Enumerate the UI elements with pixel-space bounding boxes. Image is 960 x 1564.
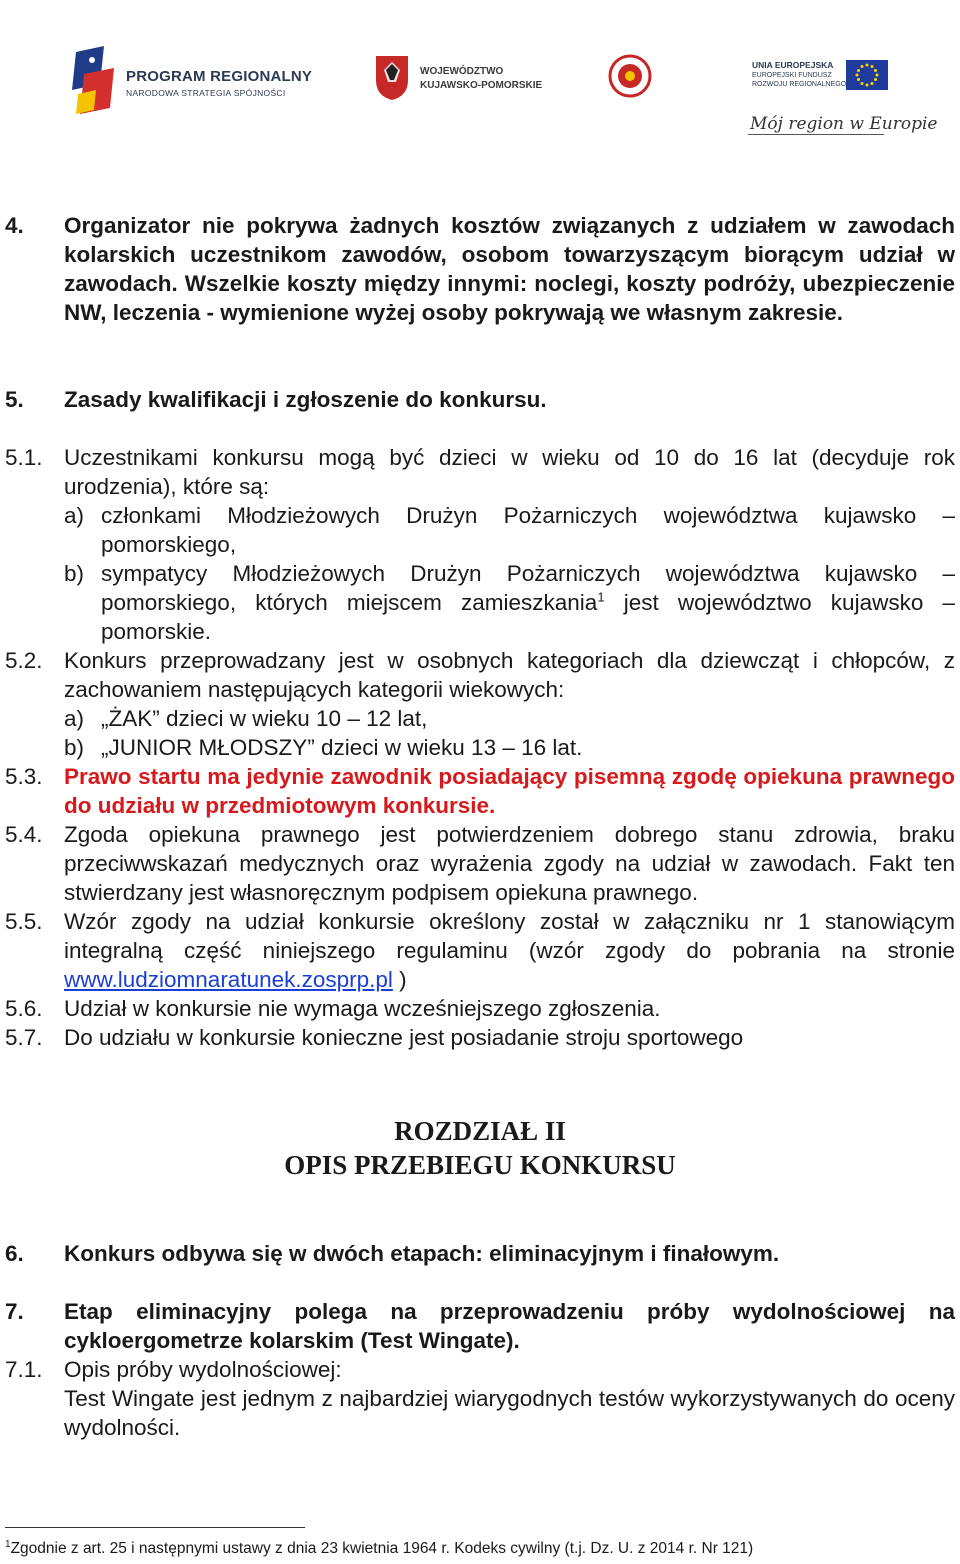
- wojewodztwo-line2: KUJAWSKO-POMORSKIE: [420, 80, 543, 91]
- footnote-text: Zgodnie z art. 25 i następnymi ustawy z dnia 23 kwietnia 1964 r. Kodeks cywilny (t.j. Dz. U. z 2014 r. Nr 121): [10, 1540, 754, 1557]
- list-label: b): [64, 561, 85, 586]
- paragraph-text: Udział w konkursie nie wymaga wcześniejszego zgłoszenia.: [64, 996, 661, 1021]
- fire-brigade-seal: [608, 54, 652, 98]
- paragraph-number: 6.: [5, 1241, 24, 1266]
- list-text: „JUNIOR MŁODSZY” dzieci w wieku 13 – 16 lat.: [101, 735, 583, 760]
- paragraph-text: Uczestnikami konkursu mogą być dzieci w wieku od 10 do 16 lat (decyduje rok urodzenia), które są:: [64, 445, 955, 499]
- paragraph-number: 4.: [5, 213, 24, 238]
- eu-logo: [752, 52, 902, 102]
- list-text: sympatycy Młodzieżowych Drużyn Pożarniczych województwa kujawsko – pomorskiego, których miejscem zamieszkania$^1$ jest województwo kujawsko – pomorskie.: [101, 561, 955, 644]
- eu-line2: EUROPEJSKI FUNDUSZ: [752, 72, 832, 79]
- paragraph-text: Wzór zgody na udział konkursie określony został w załączniku nr 1 stanowiącym integralną część niniejszego regulaminu (wzór zgody do pobrania na stronie www.ludziomnaratunek.zosprp.pl ): [64, 909, 955, 992]
- header-logos: [0, 38, 960, 148]
- seal-emblem-icon: [608, 54, 652, 98]
- paragraph-text: Opis próby wydolnościowej:: [64, 1357, 342, 1382]
- section-title: Zasady kwalifikacji i zgłoszenie do konkursu.: [64, 387, 547, 412]
- paragraph-number: 5.6.: [5, 996, 43, 1021]
- wojewodztwo-line1: WOJEWÓDZTWO: [420, 66, 504, 77]
- coat-of-arms-icon: [372, 52, 412, 102]
- slogan-signature: Mój region w Europie: [750, 114, 938, 134]
- chapter-number: ROZDZIAŁ II: [394, 1116, 566, 1146]
- footnote-separator: [5, 1527, 305, 1528]
- eu-line1: UNIA EUROPEJSKA: [752, 60, 834, 70]
- paragraph-text: Do udziału w konkursie konieczne jest posiadanie stroju sportowego: [64, 1025, 744, 1050]
- paragraph-number: 7.: [5, 1299, 24, 1324]
- paragraph-number: 5.4.: [5, 822, 43, 847]
- paragraph-text: Zgoda opiekuna prawnego jest potwierdzeniem dobrego stanu zdrowia, braku przeciwwskazań medycznych oraz wyrażenia zgody na udział w zawodach. Fakt ten stwierdzany jest własnoręcznym podpisem opiekuna prawnego.: [64, 822, 955, 905]
- paragraph-text: Konkurs odbywa się w dwóch etapach: eliminacyjnym i finałowym.: [64, 1241, 780, 1266]
- paragraph-number: 5.5.: [5, 909, 43, 934]
- list-label: a): [64, 706, 85, 731]
- program-regionalny-emblem-icon: [70, 44, 122, 116]
- paragraph-number: 5.2.: [5, 648, 43, 673]
- paragraph-text: Etap eliminacyjny polega na przeprowadzeniu próby wydolnościowej na cykloergometrze kolarskim (Test Wingate).: [64, 1299, 955, 1353]
- eu-flag-icon: [846, 60, 888, 90]
- eu-line3: ROZWOJU REGIONALNEGO: [752, 81, 847, 88]
- paragraph-number: 5.7.: [5, 1025, 43, 1050]
- list-label: b): [64, 735, 85, 760]
- chapter-title: OPIS PRZEBIEGU KONKURSU: [284, 1150, 676, 1180]
- list-text: członkami Młodzieżowych Drużyn Pożarniczych województwa kujawsko – pomorskiego,: [101, 503, 955, 557]
- wojewodztwo-logo: [372, 48, 552, 108]
- paragraph-number: 5.1.: [5, 445, 43, 470]
- program-regionalny-title: PROGRAM REGIONALNY: [126, 68, 313, 85]
- paragraph-text: Test Wingate jest jednym z najbardziej wiarygodnych testów wykorzystywanych do oceny wydolności.: [64, 1386, 955, 1440]
- footnote-mark: 1: [5, 1538, 11, 1550]
- website-link[interactable]: www.ludziomnaratunek.zosprp.pl: [64, 967, 393, 992]
- list-label: a): [64, 503, 85, 528]
- list-text: „ŻAK” dzieci w wieku 10 – 12 lat,: [101, 706, 428, 731]
- paragraph-text: Organizator nie pokrywa żadnych kosztów związanych z udziałem w zawodach kolarskich uczestnikom zawodów, osobom towarzyszącym biorącym udział w zawodach. Wszelkie koszty między innymi: noclegi, koszty podróży, ubezpieczenie NW, leczenia - wymienione wyżej osoby pokrywają we własnym zakresie.: [64, 213, 955, 325]
- program-regionalny-subtitle: NARODOWA STRATEGIA SPÓJNOŚCI: [126, 88, 286, 98]
- paragraph-text-highlighted: Prawo startu ma jedynie zawodnik posiadający pisemną zgodę opiekuna prawnego do udziału w przedmiotowym konkursie.: [64, 764, 955, 818]
- program-regionalny-logo: [70, 44, 325, 116]
- paragraph-text: Konkurs przeprowadzany jest w osobnych kategoriach dla dziewcząt i chłopców, z zachowaniem następujących kategorii wiekowych:: [64, 648, 955, 702]
- footnote-reference[interactable]: 1: [597, 589, 605, 605]
- paragraph-number: 7.1.: [5, 1357, 43, 1382]
- signature-underline: [748, 134, 884, 135]
- section-number: 5.: [5, 387, 24, 412]
- footnote: [5, 1540, 753, 1558]
- paragraph-number: 5.3.: [5, 764, 43, 789]
